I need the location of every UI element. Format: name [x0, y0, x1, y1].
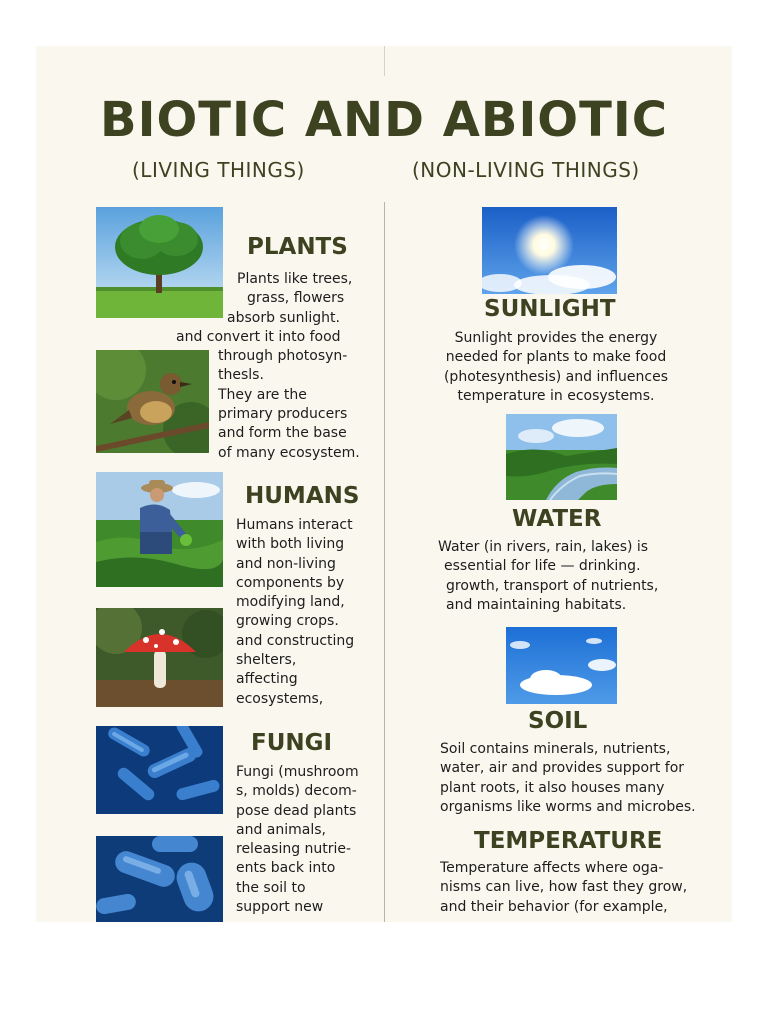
text-line: and form the base: [218, 425, 347, 442]
text-line: shelters,: [236, 652, 297, 669]
temperature-description: [440, 859, 687, 917]
text-line: pose dead plants: [236, 802, 357, 819]
river-photo: [506, 414, 617, 500]
text-line: releasing nutrie-: [236, 841, 352, 858]
sunlight-description: [434, 329, 678, 406]
text-line: and constructing: [236, 632, 355, 649]
text-line: Fungi (mushroom: [236, 764, 359, 780]
top-crease: [384, 46, 385, 76]
text-line: grass, flowers: [247, 290, 345, 307]
text-line: Temperature affects where oga-: [440, 860, 664, 876]
text-line: support new: [236, 899, 324, 916]
text-line: plant roots, it also houses many: [440, 779, 665, 796]
biotic-column-label: (LIVING THINGS): [132, 158, 305, 182]
plants-heading: PLANTS: [247, 234, 348, 260]
soil-description: [440, 740, 696, 817]
text-line: growth, transport of nutrients,: [446, 577, 659, 594]
text-line: Sunlight provides the energy: [454, 330, 658, 346]
text-line: and animals,: [236, 821, 326, 838]
humans-heading: HUMANS: [245, 483, 360, 509]
microbe-photo: [96, 726, 223, 814]
water-description: [438, 538, 658, 615]
text-line: temperature in ecosystems.: [457, 387, 655, 404]
text-line: nisms can live, how fast they grow,: [440, 879, 688, 896]
text-line: thesls.: [218, 367, 264, 384]
text-line: components by: [236, 574, 345, 591]
text-line: and non-living: [236, 555, 336, 572]
poster-title: BIOTIC AND ABIOTIC: [100, 92, 668, 148]
sunlight-heading: SUNLIGHT: [484, 296, 616, 322]
mushroom-photo: [96, 608, 223, 707]
text-line: of many ecosystem.: [218, 444, 360, 461]
text-line: and convert it into food: [176, 328, 341, 345]
text-line: modifying land,: [236, 594, 345, 611]
column-divider: [384, 202, 385, 922]
text-line: with both living: [236, 536, 345, 553]
text-line: and their behavior (for example,: [440, 898, 668, 915]
temperature-heading: TEMPERATURE: [474, 828, 663, 854]
bacteria-photo: [96, 836, 223, 922]
poster: [36, 46, 732, 922]
text-line: absorb sunlight.: [227, 309, 340, 326]
text-line: ecosystems,: [236, 690, 324, 707]
fungi-heading: FUNGI: [251, 730, 333, 756]
text-line: primary producers: [218, 406, 348, 423]
text-line: Humans interact: [236, 517, 353, 533]
soil-heading: SOIL: [528, 708, 588, 734]
plants-description: [176, 270, 360, 463]
text-line: water, air and provides support for: [440, 760, 685, 777]
text-line: through photosyn-: [218, 348, 348, 365]
fungi-description: [236, 763, 359, 917]
text-line: organisms like worms and microbes.: [440, 798, 696, 815]
humans-description: [236, 516, 354, 709]
text-line: needed for plants to make food: [445, 349, 667, 366]
text-line: s, molds) decom-: [236, 783, 357, 800]
sunlight-photo: [482, 207, 617, 294]
text-line: They are the: [218, 386, 307, 403]
text-line: ents back into: [236, 860, 336, 877]
text-line: the soil to: [236, 879, 306, 896]
text-line: Soil contains minerals, nutrients,: [440, 741, 671, 757]
text-line: and maintaining habitats.: [446, 596, 627, 613]
water-heading: WATER: [512, 506, 602, 532]
text-line: (photesynthesis) and influences: [443, 368, 669, 385]
text-line: affecting: [236, 671, 298, 688]
text-line: essential for life — drinking.: [444, 558, 641, 575]
text-line: growing crops.: [236, 613, 339, 630]
text-line: Plants like trees,: [237, 271, 353, 287]
sky-photo: [506, 627, 617, 704]
text-line: Water (in rivers, rain, lakes) is: [438, 539, 649, 555]
abiotic-column-label: (NON-LIVING THINGS): [412, 158, 640, 182]
farmer-photo: [96, 472, 223, 587]
